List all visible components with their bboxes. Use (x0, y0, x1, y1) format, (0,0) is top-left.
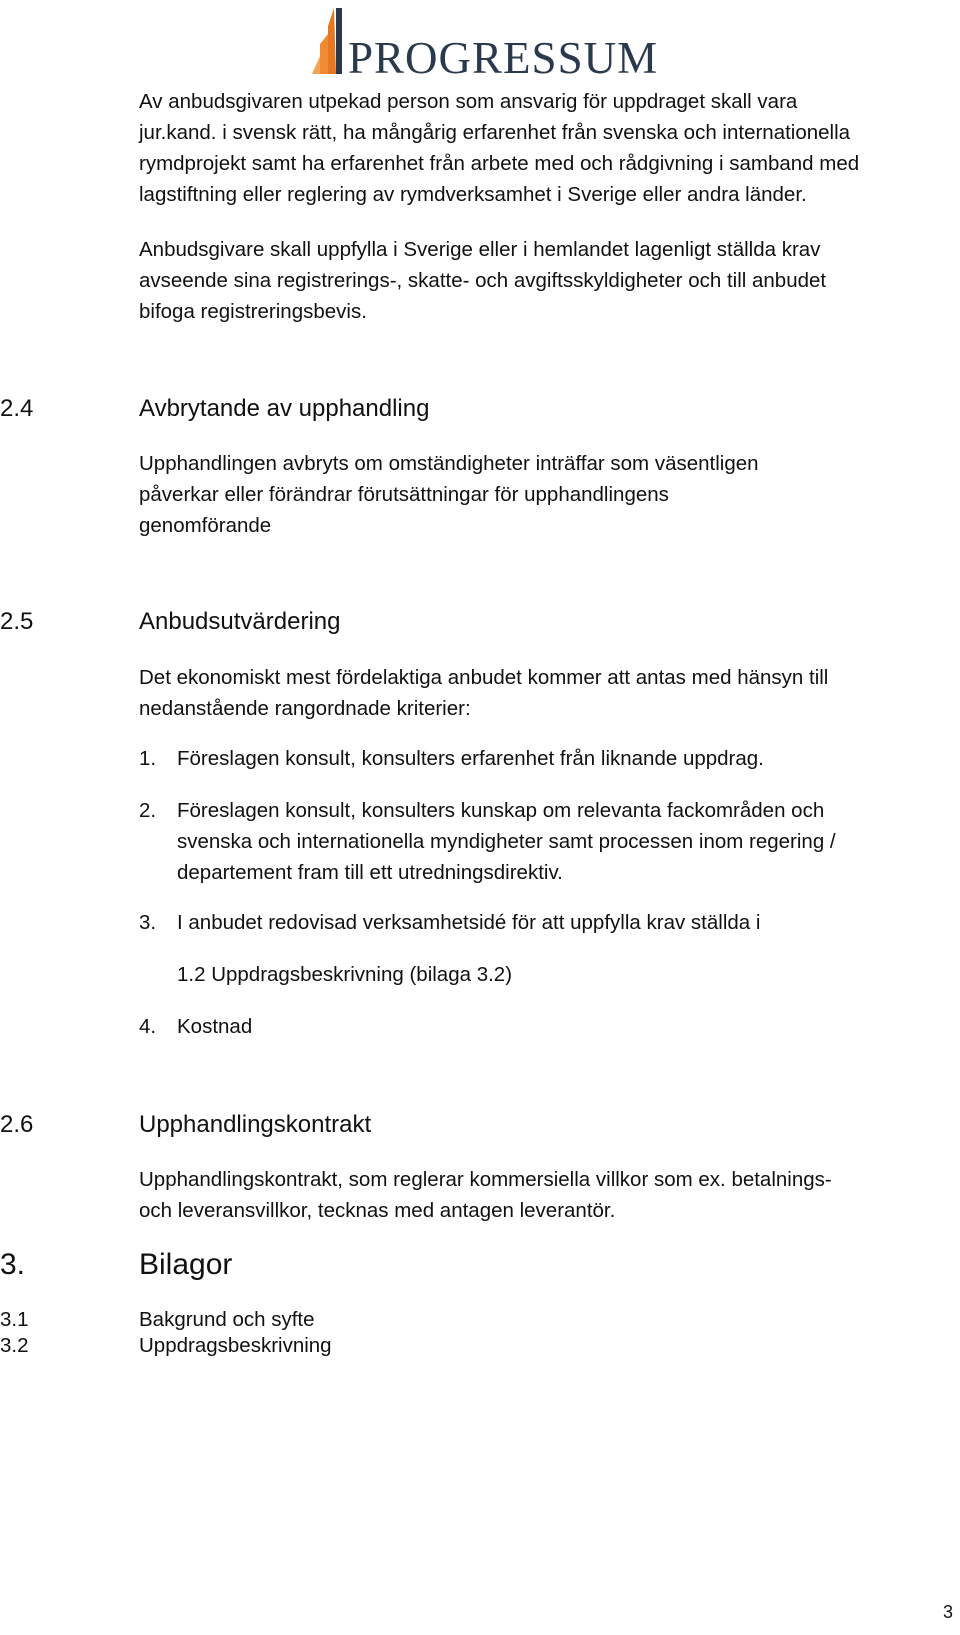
list-text: Föreslagen konsult, konsulters erfarenhet från liknande uppdrag. (177, 747, 764, 770)
section-number: 2.6 (0, 1111, 34, 1138)
list-number: 3. (139, 911, 157, 934)
list-text: I anbudet redovisad verksamhetsidé för att uppfylla krav ställda i (177, 911, 761, 934)
text-line: Anbudsgivare skall uppfylla i Sverige eller i hemlandet lagenligt ställda krav (139, 238, 821, 261)
text-line: Av anbudsgivaren utpekad person som ansvarig för uppdraget skall vara (139, 90, 798, 113)
text-line: departement fram till ett utredningsdirektiv. (177, 861, 563, 884)
intro-paragraph-1 (139, 86, 939, 210)
text-line: genomförande (139, 514, 272, 537)
section-number: 2.4 (0, 395, 34, 422)
text-line: rymdprojekt samt ha erfarenhet från arbete med och rådgivning i samband med (139, 152, 860, 175)
section-number: 3. (0, 1248, 26, 1281)
section-title: Bilagor (139, 1248, 233, 1281)
criteria-item-2 (0, 795, 940, 891)
list-number: 1. (139, 747, 157, 770)
section-2-4-body (139, 448, 939, 541)
section-title: Avbrytande av upphandling (139, 395, 430, 422)
intro-paragraph-2 (139, 234, 939, 327)
attachment-label: Uppdragsbeskrivning (139, 1334, 332, 1357)
section-2-5-body (139, 662, 939, 724)
text-line: bifoga registreringsbevis. (139, 300, 367, 323)
attachment-number: 3.1 (0, 1308, 29, 1331)
section-title: Anbudsutvärdering (139, 608, 341, 635)
section-number: 2.5 (0, 608, 34, 635)
attachment-number: 3.2 (0, 1334, 29, 1357)
text-line: svenska och internationella myndigheter samt processen inom regering / (177, 830, 836, 853)
list-number: 2. (139, 799, 157, 822)
text-line: jur.kand. i svensk rätt, ha mångårig erfarenhet från svenska och internationella (139, 121, 851, 144)
section-title: Upphandlingskontrakt (139, 1111, 372, 1138)
section-2-6-body (139, 1164, 939, 1226)
list-number: 4. (139, 1015, 157, 1038)
text-line: Föreslagen konsult, konsulters kunskap om relevanta fackområden och (177, 799, 825, 822)
text-line: Upphandlingen avbryts om omständigheter inträffar som väsentligen (139, 452, 759, 475)
attachment-label: Bakgrund och syfte (139, 1308, 315, 1331)
text-line: och leveransvillkor, tecknas med antagen leverantör. (139, 1199, 616, 1222)
text-line: avseende sina registrerings-, skatte- och avgiftsskyldigheter och till anbudet (139, 269, 827, 292)
text-line: Upphandlingskontrakt, som reglerar kommersiella villkor som ex. betalnings- (139, 1168, 832, 1191)
list-text: 1.2 Uppdragsbeskrivning (bilaga 3.2) (177, 963, 513, 986)
list-text: Kostnad (177, 1015, 253, 1038)
text-line: Det ekonomiskt mest fördelaktiga anbudet kommer att antas med hänsyn till (139, 666, 829, 689)
text-line: påverkar eller förändrar förutsättningar för upphandlingens (139, 483, 669, 506)
text-line: lagstiftning eller reglering av rymdverksamhet i Sverige eller andra länder. (139, 183, 807, 206)
list-text (177, 795, 836, 888)
logo-wordmark: PROGRESSUM (348, 33, 659, 83)
text-line: nedanstående rangordnade kriterier: (139, 697, 471, 720)
progressum-logo (306, 4, 659, 83)
page-number: 3 (943, 1602, 954, 1622)
